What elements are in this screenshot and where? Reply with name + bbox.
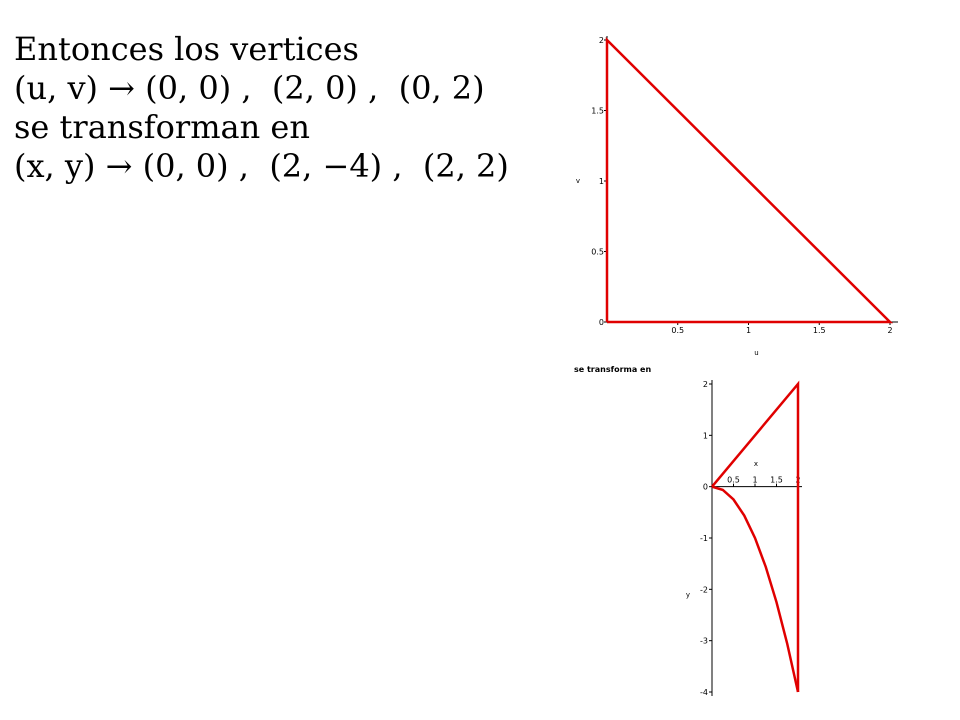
y-axis-label: y xyxy=(685,591,691,599)
x-tick-label: 0.5 xyxy=(727,475,740,485)
x-tick-label: 1 xyxy=(752,475,758,485)
y-tick-label: 0 xyxy=(702,482,708,492)
y-tick-label: -2 xyxy=(700,585,708,595)
uv-vertices-line: (u, v) → (0, 0) , (2, 0) , (0, 2) xyxy=(14,69,485,107)
u-tick-label: 1 xyxy=(745,326,752,335)
v-tick-label: 0.5 xyxy=(591,247,604,257)
v-tick-label: 1 xyxy=(598,177,604,186)
u-tick-label: 2 xyxy=(887,326,893,335)
u-tick-label: 0.5 xyxy=(671,326,685,335)
transform-line: se transforman en xyxy=(14,108,310,146)
v-tick-label: 2 xyxy=(598,36,604,45)
region-edge-curve xyxy=(712,487,798,692)
v-axis-label: v xyxy=(575,177,581,185)
x-axis-label: x xyxy=(753,460,759,468)
v-tick-label: 1.5 xyxy=(591,106,604,116)
x-tick-label: 1.5 xyxy=(770,475,783,485)
u-axis-label: u xyxy=(754,349,759,357)
x-tick-label: 2 xyxy=(795,475,801,485)
y-tick-label: -4 xyxy=(700,688,708,697)
intro-line: Entonces los vertices xyxy=(14,30,359,68)
v-tick-label: 0 xyxy=(598,318,604,327)
y-tick-label: 2 xyxy=(702,380,708,389)
y-tick-label: -1 xyxy=(700,534,708,543)
y-tick-label: -3 xyxy=(700,636,708,646)
u-tick-label: 1.5 xyxy=(812,326,826,335)
chart-caption: se transforma en xyxy=(574,365,652,374)
xy-vertices-line: (x, y) → (0, 0) , (2, −4) , (2, 2) xyxy=(14,147,509,185)
y-tick-label: 1 xyxy=(702,431,708,441)
